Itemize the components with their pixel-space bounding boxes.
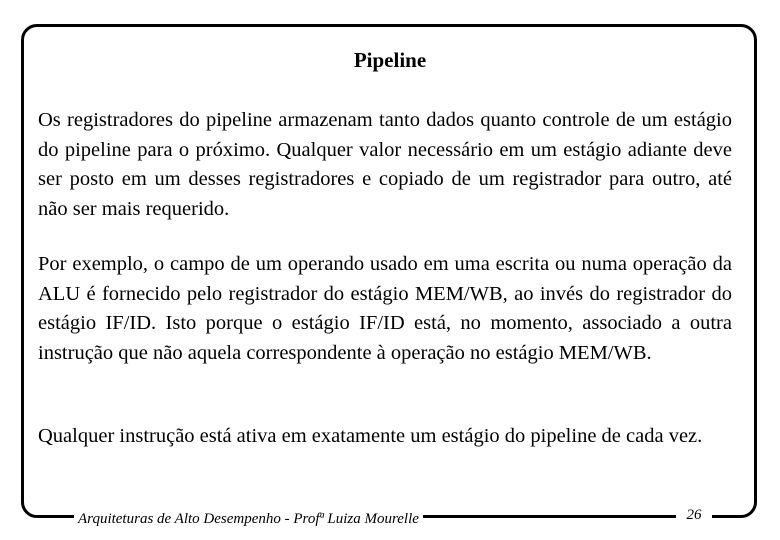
paragraph-1: Os registradores do pipeline armazenam tanto dados quanto controle de um estágio do pipeline para o próximo. Qualquer valor necessário em um estágio adiante deve ser posto em um desses registradores e copiado de um registrador para outro, até não ser mais requerido. (38, 109, 732, 220)
slide-title: Pipeline (353, 48, 427, 72)
footer-text: Arquiteturas de Alto Desempenho - Profª Luiza Mourelle (78, 511, 419, 527)
paragraph-3: Qualquer instrução está ativa em exatamente um estágio do pipeline de cada vez. (38, 425, 703, 447)
footer (74, 508, 423, 530)
paragraph-2: Por exemplo, o campo de um operando usado em uma escrita ou numa operação da ALU é fornecido pelo registrador do estágio MEM/WB, ao invés do registrador do estágio IF/ID. Isto porque o estágio IF/ID está, no momento, associado a outra instrução que não aquela correspondente à operação no estágio MEM/WB. (38, 253, 732, 364)
page-number: 26 (676, 504, 712, 526)
